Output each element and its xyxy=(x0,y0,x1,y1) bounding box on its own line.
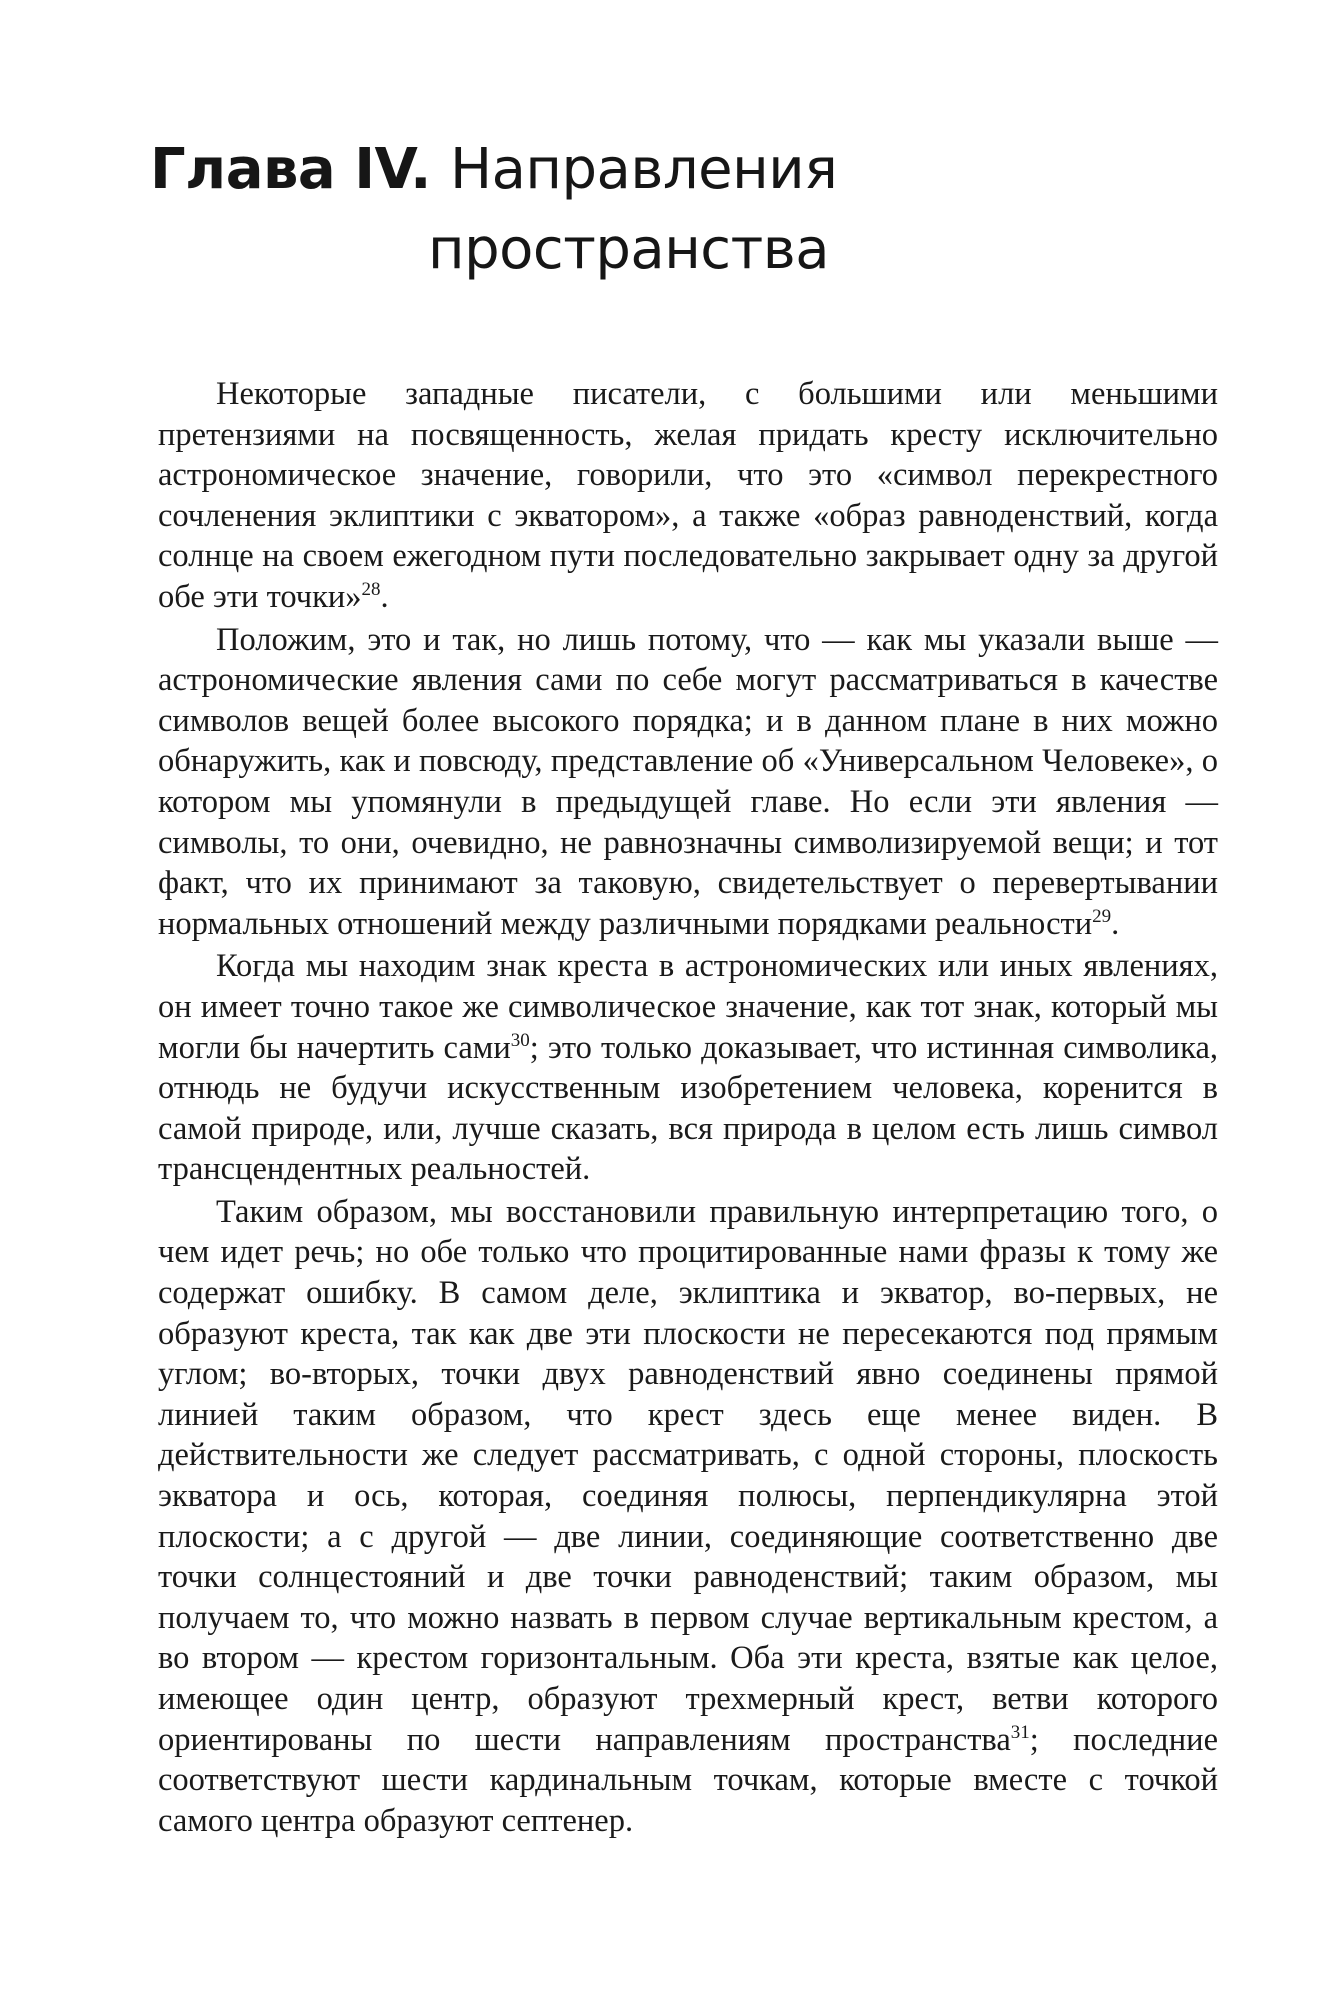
paragraph xyxy=(158,1192,1218,1842)
footnote-ref: 31 xyxy=(1010,1721,1030,1743)
paragraph-text: Таким образом, мы восстановили правильную интерпретацию того, о чем идет речь; но обе только что процитированные нами фразы к тому же содержат ошибку. В самом деле, эклиптика и экватор, во-первых, не образуют креста, так как две эти плоскости не пересекаются под прямым углом; во-вторых, точки двух равноденствий явно соединены прямой линией таким образом, что крест здесь еще менее виден. В действительности же следует рассматривать, с одной стороны, плоскость экватора и ось, которая, соединяя полюсы, перпендикулярна этой плоскости; а с другой — две линии, соединяющие соответственно две точки солнцестояний и две точки равноденствий; таким образом, мы получаем то, что можно назвать в первом случае вертикальным крестом, а во втором — крестом горизонтальным. Оба эти креста, взятые как целое, имеющее один центр, образуют трехмерный крест, ветви которого ориентированы по шести направлениям пространства xyxy=(158,1193,1218,1758)
paragraph-text: Когда мы находим знак креста в астрономических или иных явлениях, он имеет точно такое же символическое значение, как тот знак, который мы могли бы начертить сами xyxy=(158,948,1218,1066)
paragraph-tail: ; это только доказывает, что истинная символика, отнюдь не будучи искусственным изобретением человека, коренится в самой природе, или, лучше сказать, вся природа в целом есть лишь символ трансцендентных реальностей. xyxy=(158,1029,1218,1188)
chapter-title xyxy=(150,130,837,290)
chapter-body xyxy=(158,374,1218,1841)
footnote-ref: 29 xyxy=(1092,905,1112,927)
paragraph-text: Некоторые западные писатели, с большими или меньшими претензиями на посвященность, желая придать кресту исключительно астрономическое значение, говорили, что это «символ перекрестного сочленения эклиптики с экватором», а также «образ равноденствий, когда солнце на своем ежегодном пути последовательно закрывает одну за другой обе эти точки» xyxy=(158,376,1218,615)
chapter-title-line2: пространства xyxy=(428,217,830,282)
paragraph-text: Положим, это и так, но лишь потому, что — как мы указали выше — астрономические явления сами по себе могут рассматриваться в качестве символов вещей более высокого порядка; и в данном плане в них можно обнаружить, как и повсюду, представление об «Универсальном Человеке», о котором мы упомянули в предыдущей главе. Но если эти явления — символы, то они, очевидно, не равнозначны символизируемой вещи; и тот факт, что их принимают за таковую, свидетельствует о перевертывании нормальных отношений между различными порядками реальности xyxy=(158,621,1218,942)
paragraph xyxy=(158,946,1218,1190)
paragraph-tail: ; последние соответствуют шести кардинальным точкам, которые вместе с точкой самого центра образуют септенер. xyxy=(158,1721,1218,1839)
paragraph-tail: . xyxy=(380,578,389,615)
chapter-label: Глава IV. xyxy=(150,137,431,202)
chapter-title-line1: Направления xyxy=(449,137,838,202)
paragraph-tail: . xyxy=(1111,905,1120,942)
footnote-ref: 28 xyxy=(361,578,381,600)
paragraph xyxy=(158,620,1218,945)
paragraph xyxy=(158,374,1218,618)
footnote-ref: 30 xyxy=(510,1029,530,1051)
